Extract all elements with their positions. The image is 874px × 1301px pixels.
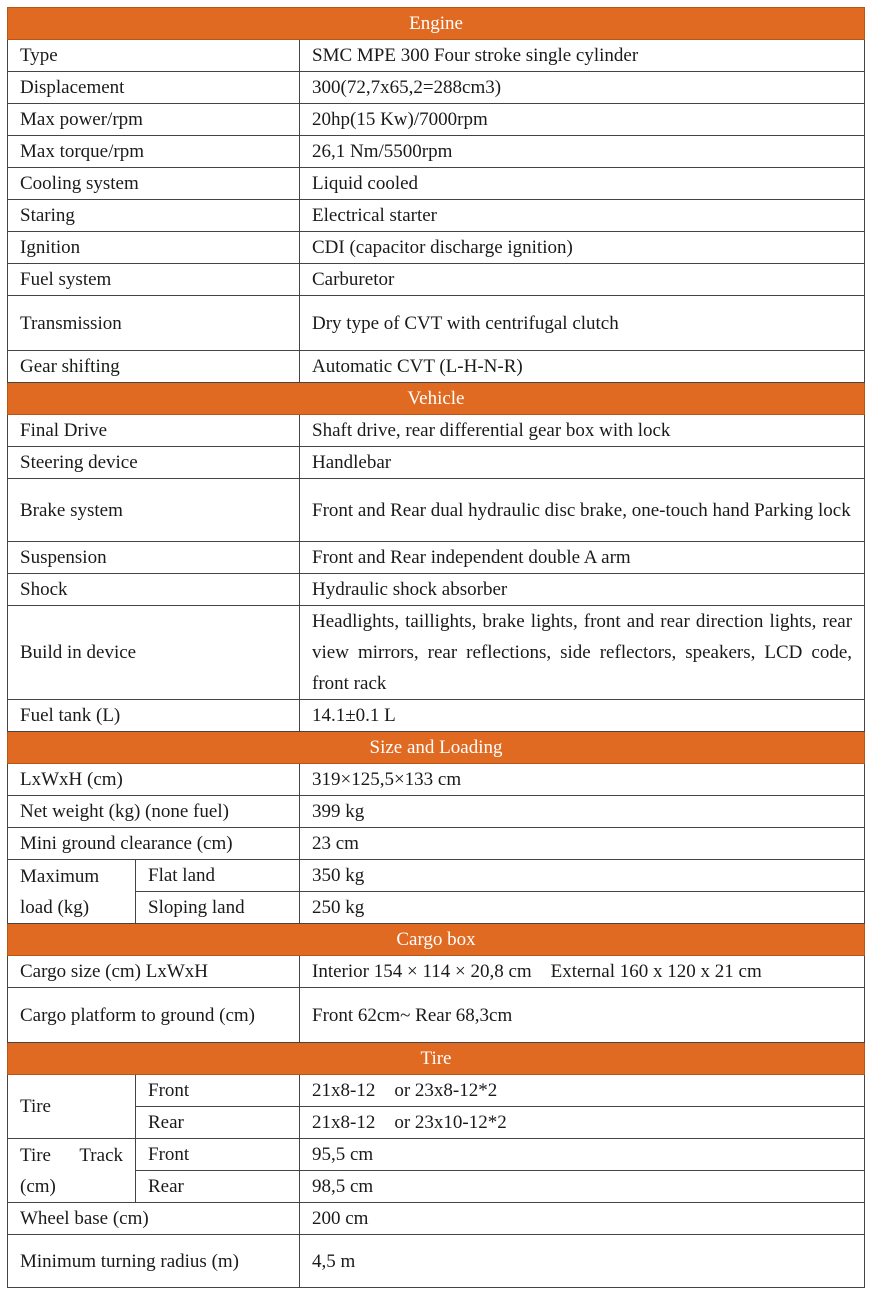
spec-label: Minimum turning radius (m) xyxy=(8,1235,300,1288)
spec-label: Max power/rpm xyxy=(8,104,300,136)
spec-sublabel: Front xyxy=(136,1139,300,1171)
spec-value: 26,1 Nm/5500rpm xyxy=(300,136,865,168)
spec-value: 95,5 cm xyxy=(300,1139,865,1171)
table-row xyxy=(8,296,865,351)
table-row xyxy=(8,1107,865,1139)
table-row xyxy=(8,796,865,828)
spec-sublabel: Rear xyxy=(136,1171,300,1203)
spec-label: Max torque/rpm xyxy=(8,136,300,168)
table-row xyxy=(8,200,865,232)
table-row xyxy=(8,1203,865,1235)
spec-value: 14.1±0.1 L xyxy=(300,700,865,732)
spec-value: Carburetor xyxy=(300,264,865,296)
table-row xyxy=(8,479,865,542)
spec-sublabel: Front xyxy=(136,1075,300,1107)
spec-label: Mini ground clearance (cm) xyxy=(8,828,300,860)
table-row xyxy=(8,574,865,606)
spec-value: 319×125,5×133 cm xyxy=(300,764,865,796)
spec-label: Fuel tank (L) xyxy=(8,700,300,732)
spec-sheet xyxy=(7,7,864,1288)
section-header-vehicle xyxy=(8,383,865,415)
spec-label: Steering device xyxy=(8,447,300,479)
section-title: Cargo box xyxy=(8,924,865,956)
spec-value: 350 kg xyxy=(300,860,865,892)
table-row xyxy=(8,956,865,988)
spec-value: 21x8-12 or 23x10-12*2 xyxy=(300,1107,865,1139)
table-row xyxy=(8,828,865,860)
spec-value: Shaft drive, rear differential gear box with lock xyxy=(300,415,865,447)
section-title: Vehicle xyxy=(8,383,865,415)
table-row xyxy=(8,1171,865,1203)
spec-value: Liquid cooled xyxy=(300,168,865,200)
spec-value: 98,5 cm xyxy=(300,1171,865,1203)
spec-label: Gear shifting xyxy=(8,351,300,383)
table-row xyxy=(8,232,865,264)
section-title: Size and Loading xyxy=(8,732,865,764)
spec-value: SMC MPE 300 Four stroke single cylinder xyxy=(300,40,865,72)
section-header-cargo-box xyxy=(8,924,865,956)
table-row xyxy=(8,542,865,574)
table-row xyxy=(8,40,865,72)
section-title: Tire xyxy=(8,1043,865,1075)
table-row xyxy=(8,264,865,296)
table-row xyxy=(8,700,865,732)
table-row xyxy=(8,168,865,200)
table-row xyxy=(8,1139,865,1171)
table-row xyxy=(8,988,865,1043)
spec-label: Transmission xyxy=(8,296,300,351)
spec-label: Maximum load (kg) xyxy=(8,860,136,924)
spec-label: Tire Track (cm) xyxy=(8,1139,136,1203)
spec-value: Dry type of CVT with centrifugal clutch xyxy=(300,296,865,351)
spec-value: Front and Rear independent double A arm xyxy=(300,542,865,574)
spec-value: 20hp(15 Kw)/7000rpm xyxy=(300,104,865,136)
spec-value: Interior 154 × 114 × 20,8 cm External 160 x 120 x 21 cm xyxy=(300,956,865,988)
spec-value: 250 kg xyxy=(300,892,865,924)
table-row xyxy=(8,860,865,892)
table-row xyxy=(8,892,865,924)
spec-label: Fuel system xyxy=(8,264,300,296)
spec-label: Cooling system xyxy=(8,168,300,200)
table-row xyxy=(8,1235,865,1288)
spec-label: Cargo size (cm) LxWxH xyxy=(8,956,300,988)
spec-value: 4,5 m xyxy=(300,1235,865,1288)
spec-label: Suspension xyxy=(8,542,300,574)
spec-value: CDI (capacitor discharge ignition) xyxy=(300,232,865,264)
spec-label: Final Drive xyxy=(8,415,300,447)
spec-label: Build in device xyxy=(8,606,300,700)
spec-value: 300(72,7x65,2=288cm3) xyxy=(300,72,865,104)
section-header-tire xyxy=(8,1043,865,1075)
table-row xyxy=(8,1075,865,1107)
spec-label: Net weight (kg) (none fuel) xyxy=(8,796,300,828)
spec-label: Shock xyxy=(8,574,300,606)
spec-sublabel: Rear xyxy=(136,1107,300,1139)
spec-value: 23 cm xyxy=(300,828,865,860)
section-title: Engine xyxy=(8,8,865,40)
table-row xyxy=(8,351,865,383)
spec-value: Hydraulic shock absorber xyxy=(300,574,865,606)
spec-value: Front and Rear dual hydraulic disc brake, one-touch hand Parking lock xyxy=(300,479,865,542)
spec-value: 399 kg xyxy=(300,796,865,828)
section-header-size-loading xyxy=(8,732,865,764)
spec-value: Electrical starter xyxy=(300,200,865,232)
spec-sublabel: Flat land xyxy=(136,860,300,892)
spec-sublabel: Sloping land xyxy=(136,892,300,924)
table-row xyxy=(8,104,865,136)
spec-value: Headlights, taillights, brake lights, front and rear direction lights, rear view mirrors, rear reflections, side reflectors, speakers, LCD code, front rack xyxy=(300,606,865,700)
table-row xyxy=(8,447,865,479)
table-row xyxy=(8,764,865,796)
spec-table xyxy=(7,7,865,1288)
spec-label: Ignition xyxy=(8,232,300,264)
spec-value: Front 62cm~ Rear 68,3cm xyxy=(300,988,865,1043)
spec-label: Type xyxy=(8,40,300,72)
spec-value: Handlebar xyxy=(300,447,865,479)
spec-label: Brake system xyxy=(8,479,300,542)
spec-value: 21x8-12 or 23x8-12*2 xyxy=(300,1075,865,1107)
table-row xyxy=(8,415,865,447)
spec-label: Tire xyxy=(8,1075,136,1139)
table-row xyxy=(8,606,865,700)
table-row xyxy=(8,136,865,168)
spec-label: Displacement xyxy=(8,72,300,104)
spec-label: Cargo platform to ground (cm) xyxy=(8,988,300,1043)
table-row xyxy=(8,72,865,104)
spec-value: Automatic CVT (L-H-N-R) xyxy=(300,351,865,383)
spec-value: 200 cm xyxy=(300,1203,865,1235)
spec-label: Staring xyxy=(8,200,300,232)
section-header-engine xyxy=(8,8,865,40)
spec-label: LxWxH (cm) xyxy=(8,764,300,796)
spec-label: Wheel base (cm) xyxy=(8,1203,300,1235)
